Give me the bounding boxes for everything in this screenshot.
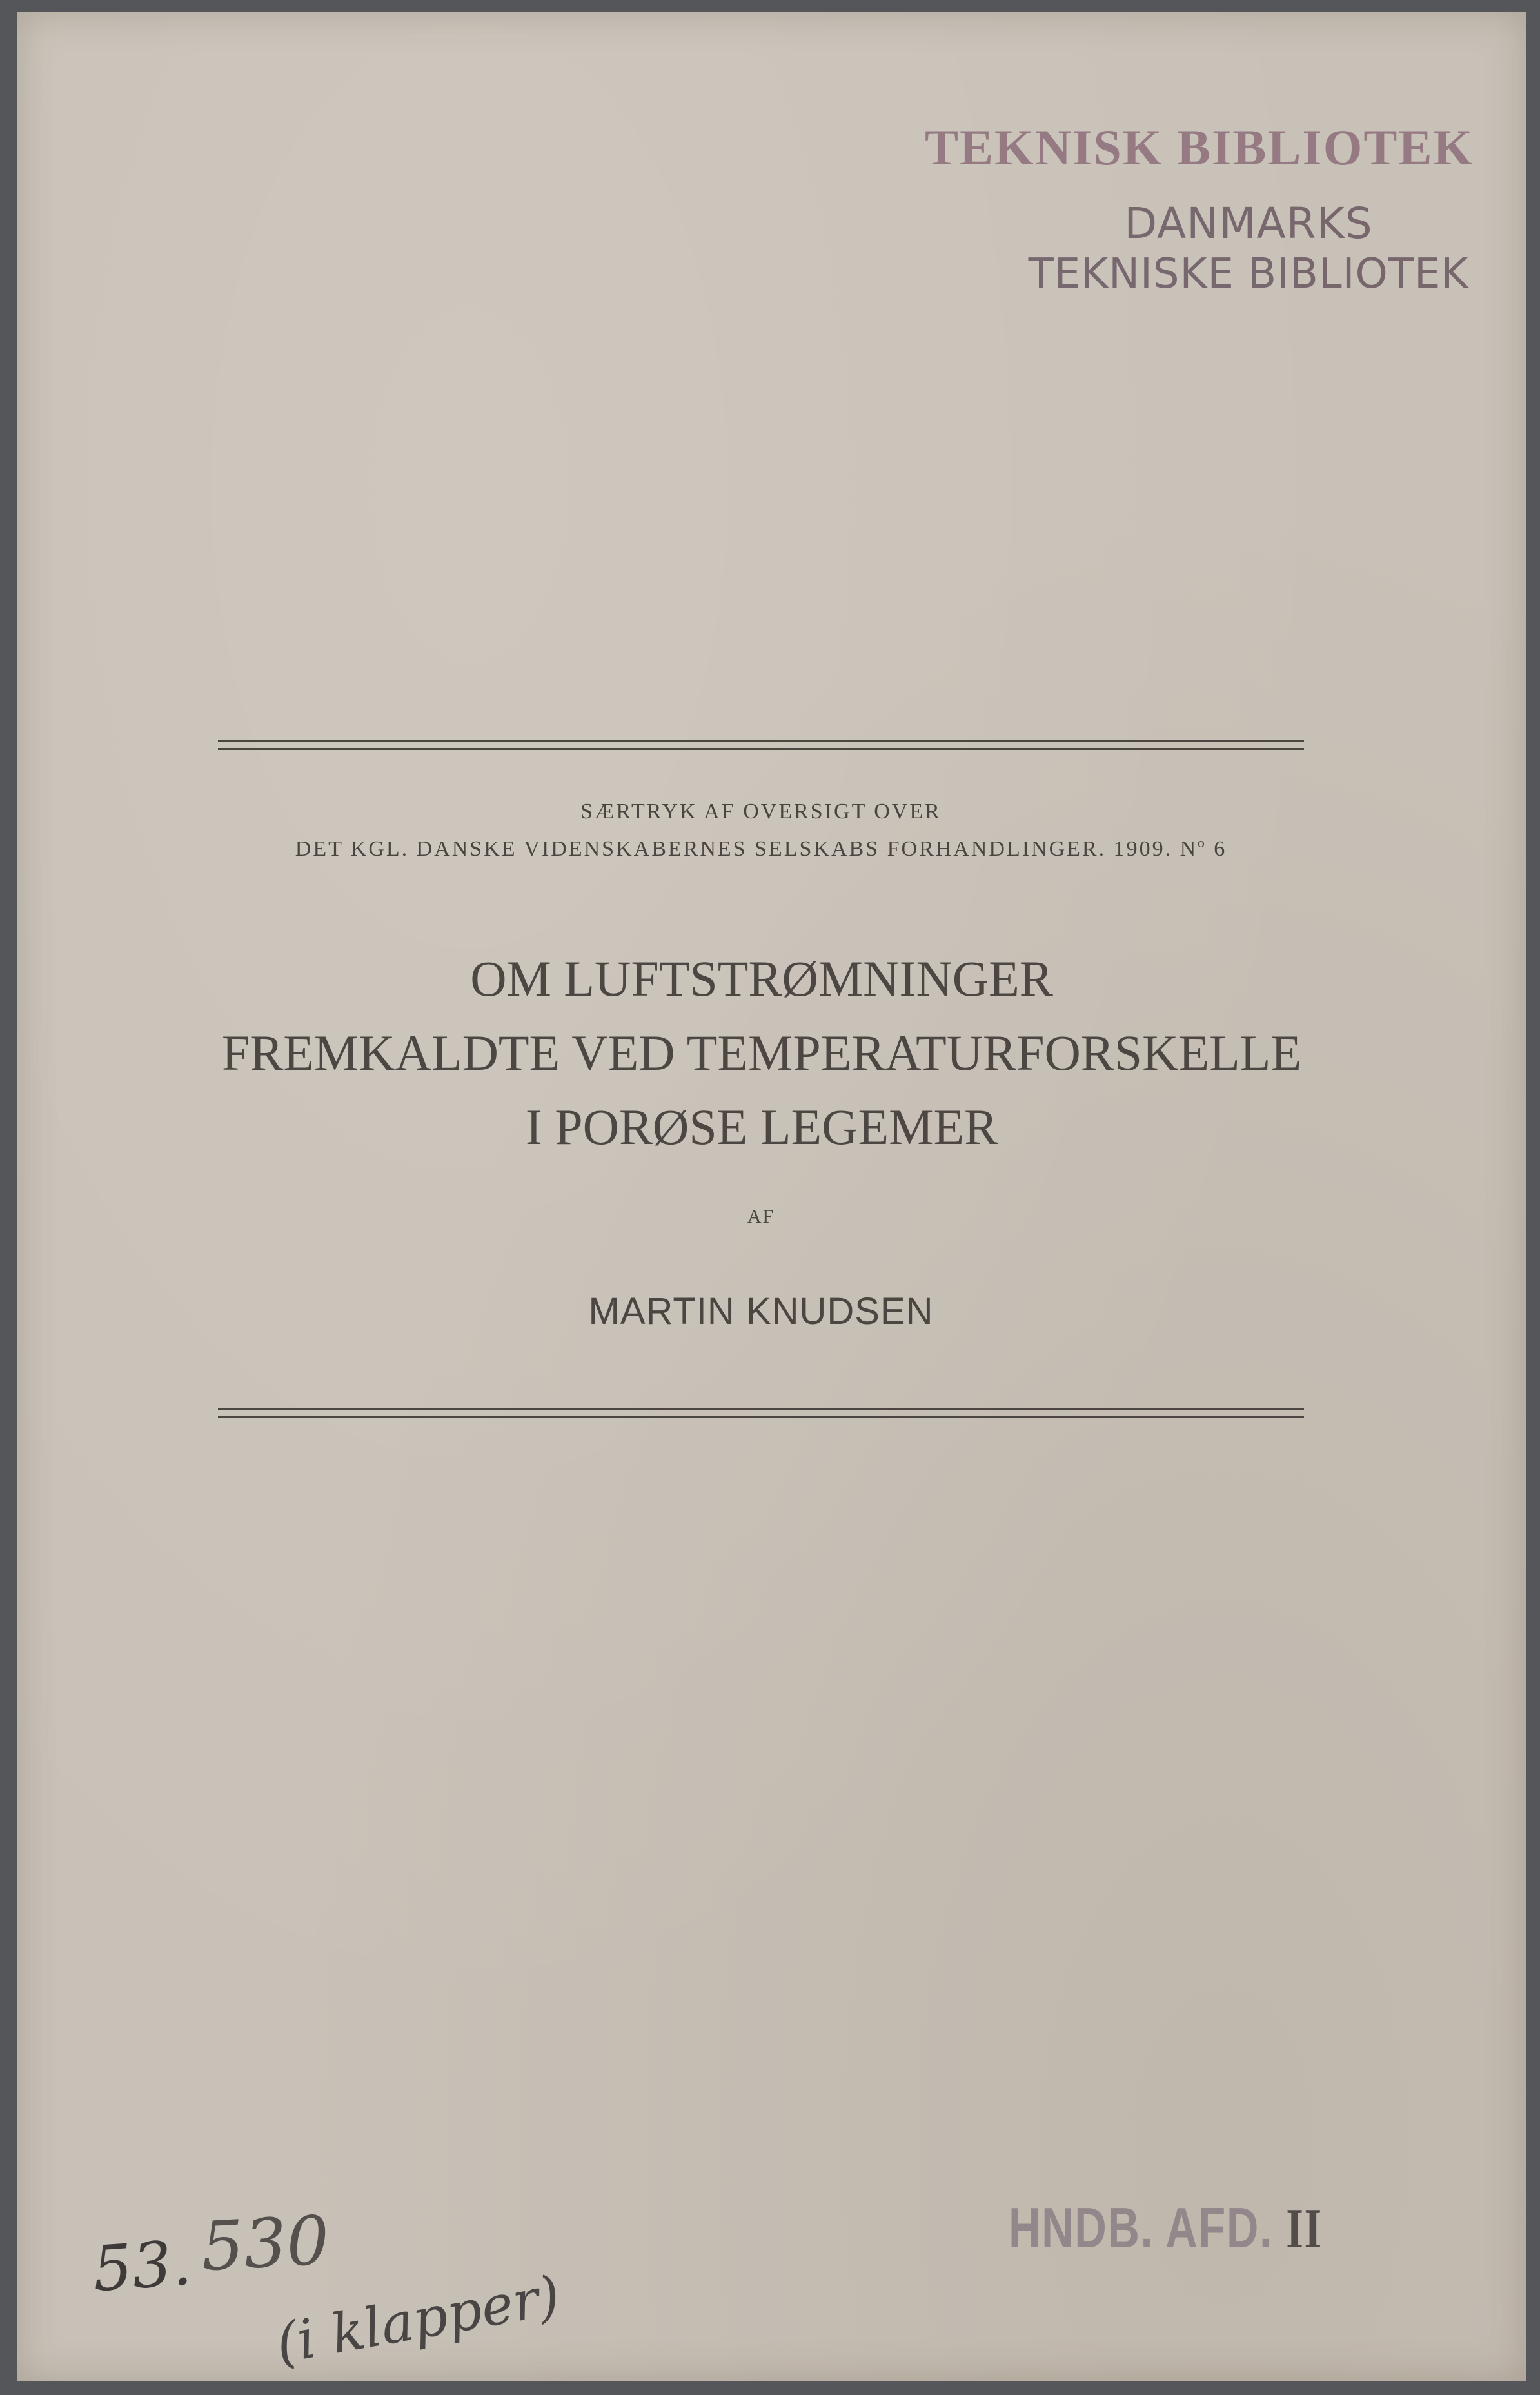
series-line-2: DET KGL. DANSKE VIDENSKABERNES SELSKABS FORHANDLINGER. 1909. Nº 6 <box>295 837 1227 861</box>
handwritten-shelf-number-1: 53. <box>90 2226 194 2306</box>
department-stamp <box>1009 2195 1323 2262</box>
series-line-1: SÆRTRYK AF OVERSIGT OVER <box>580 800 942 823</box>
library-stamp-old: TEKNISK BIBLIOTEK <box>925 119 1474 175</box>
bottom-double-rule <box>218 1408 1304 1418</box>
document-page <box>17 12 1526 2381</box>
library-stamp-line1: DANMARKS <box>1124 199 1373 248</box>
author-name: MARTIN KNUDSEN <box>588 1290 934 1332</box>
department-stamp-numeral: II <box>1286 2198 1323 2260</box>
department-stamp-text: HNDB. AFD. <box>1009 2196 1273 2260</box>
library-stamp-line2: TEKNISKE BIBLIOTEK <box>1028 250 1469 298</box>
handwritten-note: (i klapper) <box>271 2263 565 2376</box>
handwritten-shelf-number-2: 530 <box>199 2200 331 2287</box>
library-stamp <box>1016 199 1481 299</box>
top-double-rule <box>218 740 1304 750</box>
title-line-2: FREMKALDTE VED TEMPERATURFORSKELLE <box>221 1025 1302 1081</box>
title-line-1: OM LUFTSTRØMNINGER <box>470 951 1053 1007</box>
title-line-3: I PORØSE LEGEMER <box>525 1099 998 1155</box>
byline: AF <box>747 1206 775 1227</box>
